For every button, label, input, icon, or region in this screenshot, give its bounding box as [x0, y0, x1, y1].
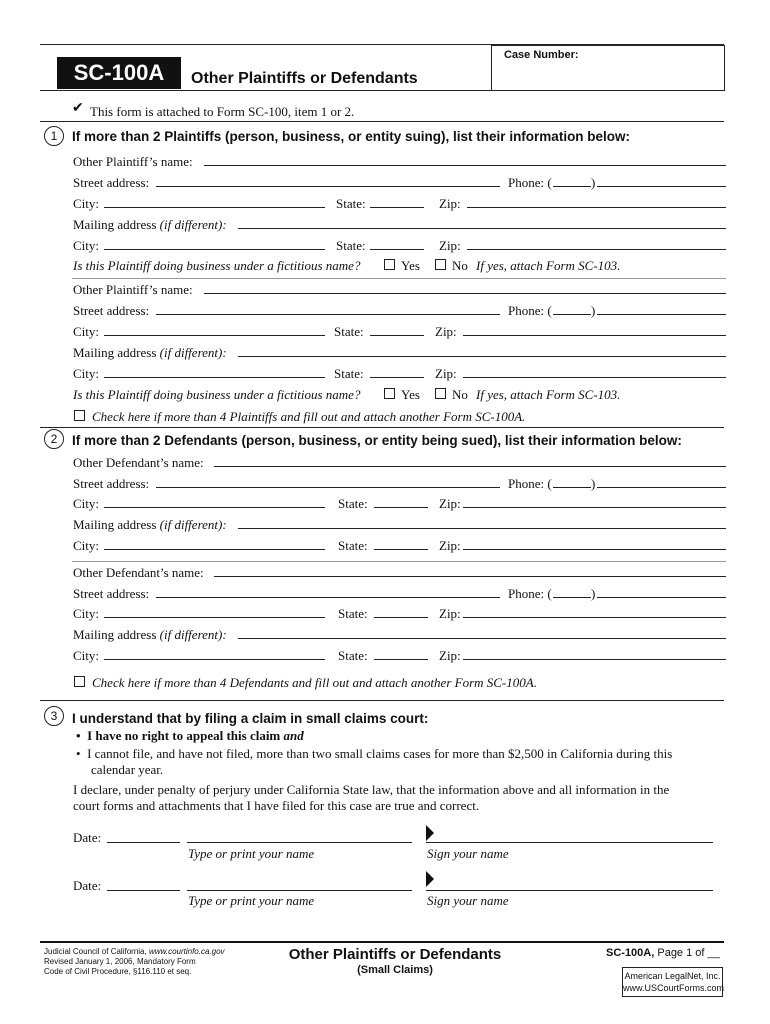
case-number-box[interactable] [491, 45, 725, 91]
defendant-2-mail-city-label: City: [73, 648, 100, 663]
more-plaintiffs-checkbox[interactable] [74, 410, 85, 421]
section-3-number: 3 [44, 706, 64, 726]
bullet-2: • I cannot file, and have not filed, more than two small claims cases for more than $2,500 in California during this [76, 746, 673, 761]
plaintiff-2-mail-zip-field[interactable] [463, 377, 726, 378]
plaintiff-1-city-label: City: [73, 196, 100, 211]
date-label-1: Date: [73, 830, 102, 845]
plaintiff-2-mail-state-field[interactable] [370, 377, 424, 378]
plaintiff-1-mail-state-label: State: [336, 238, 366, 253]
defendant-2-mailing-field[interactable] [238, 638, 726, 639]
defendant-2-mail-zip-field[interactable] [463, 659, 726, 660]
footer-judicial-council: Judicial Council of California, www.courtinfo.ca.gov Revised January 1, 2006, Mandatory Form Code of Civil Procedure, §116.110 et seq. [44, 947, 225, 976]
more-plaintiffs-label: Check here if more than 4 Plaintiffs and fill out and attach another Form SC-100A. [92, 409, 526, 424]
defendant-1-state-label: State: [338, 496, 368, 511]
plaintiff-2-state-label: State: [334, 324, 364, 339]
defendant-2-mail-city-field[interactable] [104, 659, 325, 660]
defendant-1-state-field[interactable] [374, 507, 428, 508]
defendant-2-street-field[interactable] [156, 597, 500, 598]
bullet-2-cont: calendar year. [91, 762, 164, 777]
footer-rule [40, 941, 724, 943]
plaintiff-2-mail-city-field[interactable] [104, 377, 325, 378]
no-label: No [452, 387, 468, 402]
defendant-2-city-field[interactable] [104, 617, 325, 618]
plaintiff-1-name-field[interactable] [204, 165, 726, 166]
defendant-1-mail-zip-label: Zip: [439, 538, 461, 553]
check-mark-icon: ✔ [72, 101, 84, 116]
footer-subtitle: (Small Claims) [357, 964, 433, 976]
case-number-label: Case Number: [504, 49, 579, 61]
section-3-heading: I understand that by filing a claim in small claims court: [72, 711, 429, 726]
more-defendants-checkbox[interactable] [74, 676, 85, 687]
defendant-2-name-label: Other Defendant’s name: [73, 565, 204, 580]
plaintiff-2-phone-label: Phone: ( [508, 303, 552, 318]
defendant-2-mail-state-field[interactable] [374, 659, 428, 660]
type-name-caption-2: Type or print your name [188, 893, 315, 908]
defendant-1-city-label: City: [73, 496, 100, 511]
plaintiff-2-zip-field[interactable] [463, 335, 726, 336]
defendant-2-street-label: Street address: [73, 586, 150, 601]
plaintiff-1-mailing-label: Mailing address (if different): [73, 217, 227, 232]
plaintiff-2-mailing-label: Mailing address (if different): [73, 345, 227, 360]
plaintiff-2-street-label: Street address: [73, 303, 150, 318]
defendant-2-mail-state-label: State: [338, 648, 368, 663]
print-name-field-2[interactable] [187, 890, 412, 891]
more-defendants-label: Check here if more than 4 Defendants and fill out and attach another Form SC-100A. [92, 675, 537, 690]
phone-paren: ) [591, 303, 596, 318]
declaration-line-2: court forms and attachments that I have filed for this case are true and correct. [73, 798, 480, 813]
plaintiff-1-street-label: Street address: [73, 175, 150, 190]
defendant-1-area-code-field[interactable] [553, 487, 591, 488]
type-name-caption-1: Type or print your name [188, 846, 315, 861]
plaintiff-2-mail-state-label: State: [334, 366, 364, 381]
phone-paren: ) [591, 476, 596, 491]
plaintiff-2-street-field[interactable] [156, 314, 500, 315]
defendant-2-phone-field[interactable] [597, 597, 726, 598]
plaintiff-1-fictitious-question: Is this Plaintiff doing business under a fictitious name? [73, 258, 361, 273]
defendant-2-city-label: City: [73, 606, 100, 621]
defendant-1-mail-state-field[interactable] [374, 549, 428, 550]
signature-field-1[interactable] [426, 842, 713, 843]
plaintiff-1-name-label: Other Plaintiff’s name: [73, 154, 193, 169]
defendant-1-city-field[interactable] [104, 507, 325, 508]
plaintiff-2-yes-checkbox[interactable] [384, 388, 395, 399]
sign-name-caption-2: Sign your name [427, 893, 509, 908]
section-rule [40, 427, 724, 428]
defendant-2-zip-label: Zip: [439, 606, 461, 621]
defendant-1-zip-field[interactable] [463, 507, 726, 508]
plaintiff-1-street-field[interactable] [156, 186, 500, 187]
date-field-2[interactable] [107, 890, 180, 891]
plaintiff-1-zip-label: Zip: [439, 196, 461, 211]
plaintiff-2-no-checkbox[interactable] [435, 388, 446, 399]
form-id-badge [57, 57, 181, 89]
plaintiff-2-state-field[interactable] [370, 335, 424, 336]
bullet-1: • I have no right to appeal this claim and [76, 728, 304, 743]
section-2-number: 2 [44, 429, 64, 449]
defendant-2-mailing-label: Mailing address (if different): [73, 627, 227, 642]
section-2-heading: If more than 2 Defendants (person, business, or entity being sued), list their information below: [72, 433, 682, 448]
defendant-1-zip-label: Zip: [439, 496, 461, 511]
plaintiff-1-mail-state-field[interactable] [370, 249, 424, 250]
defendant-1-mailing-field[interactable] [238, 528, 726, 529]
defendant-2-area-code-field[interactable] [553, 597, 591, 598]
phone-paren: ) [591, 586, 596, 601]
sign-arrow-icon [426, 871, 434, 887]
plaintiff-1-mail-city-field[interactable] [104, 249, 325, 250]
plaintiff-2-mailing-field[interactable] [238, 356, 726, 357]
defendant-1-mailing-label: Mailing address (if different): [73, 517, 227, 532]
sign-arrow-icon [426, 825, 434, 841]
defendant-1-street-label: Street address: [73, 476, 150, 491]
footer-page: SC-100A, Page 1 of __ [606, 947, 720, 959]
plaintiff-2-name-label: Other Plaintiff’s name: [73, 282, 193, 297]
plaintiff-1-mail-city-label: City: [73, 238, 100, 253]
sign-name-caption-1: Sign your name [427, 846, 509, 861]
plaintiff-1-mail-zip-label: Zip: [439, 238, 461, 253]
section-1-heading: If more than 2 Plaintiffs (person, business, or entity suing), list their information below: [72, 129, 631, 144]
plaintiff-1-city-field[interactable] [104, 207, 325, 208]
defendant-1-mail-state-label: State: [338, 538, 368, 553]
plaintiff-2-mail-zip-label: Zip: [435, 366, 457, 381]
plaintiff-2-phone-field[interactable] [597, 314, 726, 315]
plaintiff-2-mail-city-label: City: [73, 366, 100, 381]
defendant-2-phone-label: Phone: ( [508, 586, 552, 601]
plaintiff-1-yes-checkbox[interactable] [384, 259, 395, 270]
footer-title: Other Plaintiffs or Defendants [288, 946, 502, 963]
declaration-line-1: I declare, under penalty of perjury under California State law, that the information above and all information in the [73, 782, 670, 797]
defendant-2-mail-zip-label: Zip: [439, 648, 461, 663]
plaintiff-1-state-field[interactable] [370, 207, 424, 208]
plaintiff-2-zip-label: Zip: [435, 324, 457, 339]
date-field-1[interactable] [107, 842, 180, 843]
defendant-2-state-label: State: [338, 606, 368, 621]
plaintiff-2-city-field[interactable] [104, 335, 325, 336]
header-rule [40, 90, 492, 91]
plaintiff-1-state-label: State: [336, 196, 366, 211]
defendant-1-phone-field[interactable] [597, 487, 726, 488]
yes-label: Yes [401, 387, 420, 402]
defendant-2-state-field[interactable] [374, 617, 428, 618]
plaintiff-2-name-field[interactable] [204, 293, 726, 294]
phone-paren: ) [591, 175, 596, 190]
page-title: Other Plaintiffs or Defendants [191, 70, 418, 87]
defendant-1-street-field[interactable] [156, 487, 500, 488]
defendant-2-name-field[interactable] [214, 576, 726, 577]
defendant-1-mail-city-field[interactable] [104, 549, 325, 550]
defendant-1-mail-city-label: City: [73, 538, 100, 553]
defendant-2-zip-field[interactable] [463, 617, 726, 618]
plaintiff-2-city-label: City: [73, 324, 100, 339]
plaintiff-2-area-code-field[interactable] [553, 314, 591, 315]
attach-sc103-note: If yes, attach Form SC-103. [476, 387, 621, 402]
section-rule [40, 121, 724, 122]
american-legalnet-box: American LegalNet, Inc. www.USCourtForms.com [622, 967, 723, 997]
plaintiff-1-zip-field[interactable] [467, 207, 726, 208]
date-label-2: Date: [73, 878, 102, 893]
divider [72, 278, 726, 279]
no-label: No [452, 258, 468, 273]
plaintiff-1-mailing-field[interactable] [238, 228, 726, 229]
defendant-1-name-field[interactable] [214, 466, 726, 467]
defendant-1-phone-label: Phone: ( [508, 476, 552, 491]
plaintiff-1-no-checkbox[interactable] [435, 259, 446, 270]
plaintiff-1-mail-zip-field[interactable] [467, 249, 726, 250]
form-id: SC-100A [73, 60, 165, 85]
signature-field-2[interactable] [426, 890, 713, 891]
plaintiff-1-phone-field[interactable] [597, 186, 726, 187]
defendant-1-mail-zip-field[interactable] [463, 549, 726, 550]
plaintiff-2-fictitious-question: Is this Plaintiff doing business under a fictitious name? [73, 387, 361, 402]
defendant-1-name-label: Other Defendant’s name: [73, 455, 204, 470]
yes-label: Yes [401, 258, 420, 273]
attach-note: This form is attached to Form SC-100, item 1 or 2. [90, 104, 355, 119]
section-1-number: 1 [44, 126, 64, 146]
plaintiff-1-area-code-field[interactable] [553, 186, 591, 187]
section-rule [40, 700, 724, 701]
plaintiff-1-phone-label: Phone: ( [508, 175, 552, 190]
attach-sc103-note: If yes, attach Form SC-103. [476, 258, 621, 273]
print-name-field-1[interactable] [187, 842, 412, 843]
divider [72, 561, 726, 562]
